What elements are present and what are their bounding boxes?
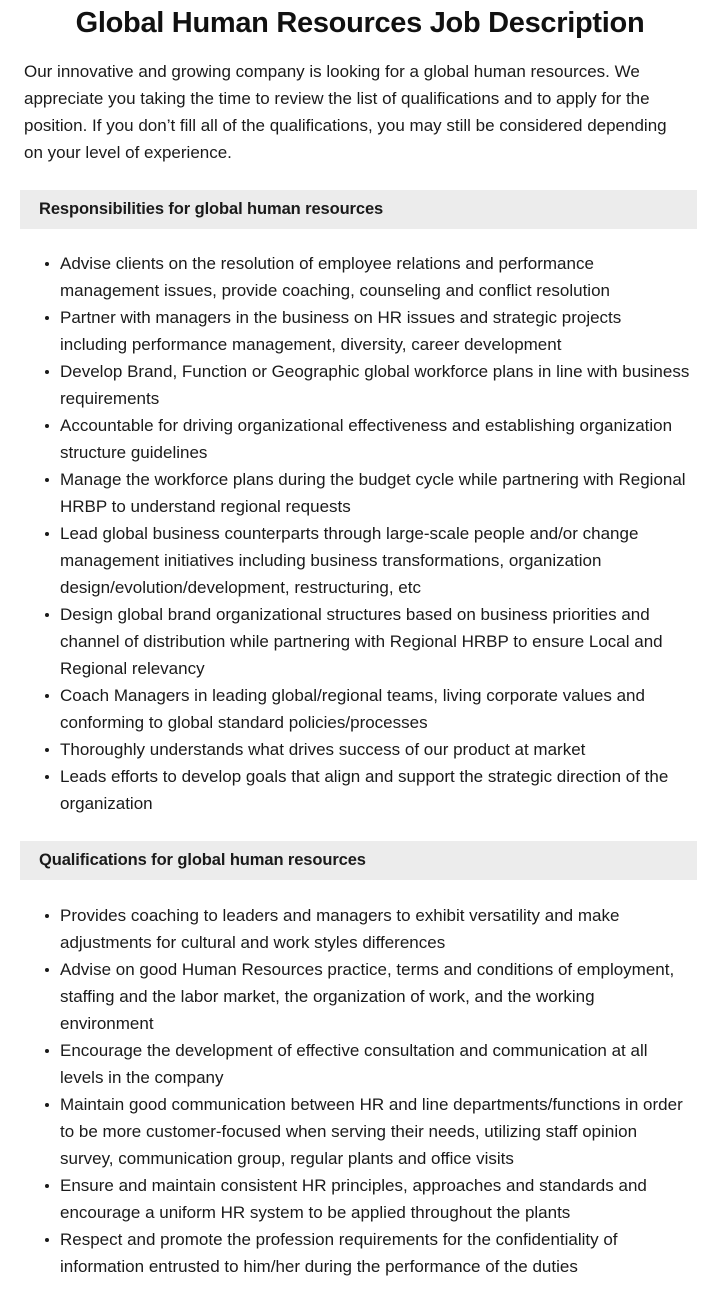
section-header-qualifications: [20, 841, 697, 880]
list-item: Provides coaching to leaders and managers to exhibit versatility and make adjustments for cultural and work styles differences: [45, 902, 692, 956]
responsibilities-list: [0, 229, 720, 817]
list-item: Design global brand organizational structures based on business priorities and channel of distribution while partnering with Regional HRBP to ensure Local and Regional relevancy: [45, 601, 692, 682]
list-item: Advise clients on the resolution of employee relations and performance management issues, provide coaching, counseling and conflict resolution: [45, 250, 692, 304]
list-item: Develop Brand, Function or Geographic global workforce plans in line with business requirements: [45, 358, 692, 412]
list-item: Coach Managers in leading global/regional teams, living corporate values and conforming to global standard policies/processes: [45, 682, 692, 736]
list-item: Accountable for driving organizational effectiveness and establishing organization structure guidelines: [45, 412, 692, 466]
list-item: Advise on good Human Resources practice, terms and conditions of employment, staffing and the labor market, the organization of work, and the working environment: [45, 956, 692, 1037]
list-item: Lead global business counterparts through large-scale people and/or change management initiatives including business transformations, organization design/evolution/development, restructuring, etc: [45, 520, 692, 601]
list-item: Ensure and maintain consistent HR principles, approaches and standards and encourage a uniform HR system to be applied throughout the plants: [45, 1172, 692, 1226]
section-qualifications: [0, 841, 720, 1280]
intro-paragraph: Our innovative and growing company is looking for a global human resources. We appreciate you taking the time to review the list of qualifications and to apply for the position. If you don’t fill all of the qualifications, you may still be considered depending on your level of experience.: [24, 62, 667, 162]
section-responsibilities: [0, 190, 720, 817]
list-item: Thoroughly understands what drives success of our product at market: [45, 736, 692, 763]
list-item: Partner with managers in the business on HR issues and strategic projects including performance management, diversity, career development: [45, 304, 692, 358]
list-item: Manage the workforce plans during the budget cycle while partnering with Regional HRBP to understand regional requests: [45, 466, 692, 520]
list-item: Leads efforts to develop goals that align and support the strategic direction of the organization: [45, 763, 692, 817]
qualifications-list: [0, 880, 720, 1280]
list-item: Maintain good communication between HR and line departments/functions in order to be more customer-focused when serving their needs, utilizing staff opinion survey, communication group, regular plants and office visits: [45, 1091, 692, 1172]
list-item: Respect and promote the profession requirements for the confidentiality of information entrusted to him/her during the performance of the duties: [45, 1226, 692, 1280]
list-item: Encourage the development of effective consultation and communication at all levels in the company: [45, 1037, 692, 1091]
section-header-label: Responsibilities for global human resources: [39, 200, 384, 218]
page-title: Global Human Resources Job Description: [75, 7, 645, 39]
section-header-responsibilities: [20, 190, 697, 229]
section-header-label: Qualifications for global human resources: [39, 851, 366, 869]
